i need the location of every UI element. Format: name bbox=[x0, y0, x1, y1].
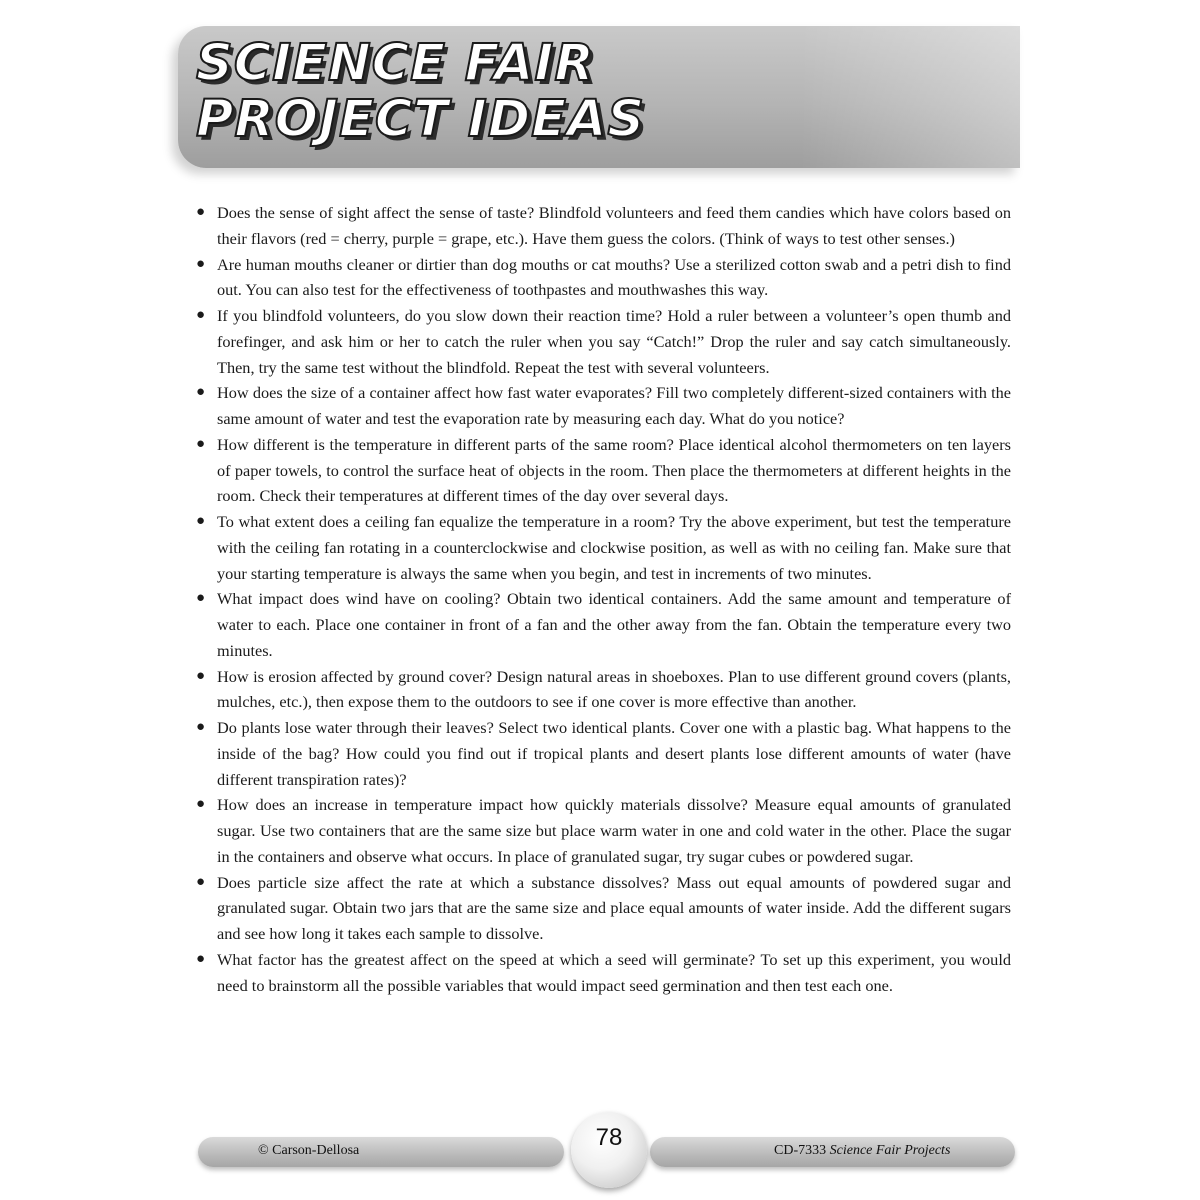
bullet-icon: ● bbox=[196, 435, 206, 452]
bullet-icon: ● bbox=[196, 204, 206, 220]
title-line-1: SCIENCE FAIR bbox=[196, 34, 595, 93]
bullet-icon: ● bbox=[196, 667, 206, 684]
idea-text: Do plants lose water through their leaves? Select two identical plants. Cover one with a plastic bag. What happens to the inside of the bag? How could you find out if tropical plants and desert plants lose different amounts of water (have different transpiration rates)? bbox=[217, 718, 1011, 789]
idea-text: How does an increase in temperature impact how quickly materials dissolve? Measure equal amounts of granulated sugar. Use two containers that are the same size but place warm water in one and cold water in the other. Place the sugar in the containers and observe what occurs. In place of granulated sugar, try sugar cubes or powdered sugar. bbox=[217, 795, 1011, 866]
idea-item bbox=[196, 509, 1011, 586]
idea-text: To what extent does a ceiling fan equalize the temperature in a room? Try the above experiment, but test the temperature with the ceiling fan rotating in a counterclockwise and clockwise position, as well as with no ceiling fan. Make sure that your starting temperature is always the same when you begin, and test in increments of two minutes. bbox=[217, 512, 1011, 583]
book-title: Science Fair Projects bbox=[829, 1143, 951, 1158]
bullet-icon: ● bbox=[196, 950, 206, 967]
idea-text: How different is the temperature in different parts of the same room? Place identical alcohol thermometers on ten layers of paper towels, to control the surface heat of objects in the room. Then place the thermometers at different heights in the room. Check their temperatures at different times of the day over several days. bbox=[217, 434, 1011, 506]
idea-item bbox=[196, 303, 1011, 380]
idea-text: How is erosion affected by ground cover? Design natural areas in shoeboxes. Plan to use different ground covers (plants, mulches, etc.), then expose them to the outdoors to see if one cover is more effective than another. bbox=[217, 666, 1011, 712]
project-ideas-list bbox=[196, 200, 1011, 998]
bullet-icon: ● bbox=[196, 590, 206, 607]
bullet-icon: ● bbox=[196, 796, 206, 813]
copyright-notice: © Carson-Dellosa bbox=[258, 1143, 360, 1158]
book-reference bbox=[774, 1142, 950, 1160]
idea-text: What impact does wind have on cooling? Obtain two identical containers. Add the same amount and temperature of water to each. Place one container in front of a fan and the other away from the fan. Obtain the temperature every two minutes. bbox=[217, 589, 1011, 660]
bullet-icon: ● bbox=[196, 873, 206, 890]
book-code: CD-7333 bbox=[774, 1143, 827, 1158]
idea-item bbox=[196, 380, 1011, 432]
footer-bar-left bbox=[198, 1137, 564, 1167]
idea-item bbox=[196, 432, 1011, 509]
idea-item bbox=[196, 664, 1011, 716]
idea-item bbox=[196, 715, 1011, 792]
page-number: 78 bbox=[595, 1124, 623, 1151]
title-line-2: PROJECT IDEAS bbox=[196, 90, 646, 149]
idea-item bbox=[196, 586, 1011, 663]
idea-item bbox=[196, 200, 1011, 252]
idea-text: Does the sense of sight affect the sense of taste? Blindfold volunteers and feed them candies which have colors based on their flavors (red = cherry, purple = grape, etc.). Have them guess the colors. (Think of ways to test other senses.) bbox=[217, 203, 1011, 248]
idea-text: If you blindfold volunteers, do you slow down their reaction time? Hold a ruler between a volunteer’s open thumb and forefinger, and ask him or her to catch the ruler when you say “Catch!” Drop the ruler and say catch simultaneously. Then, try the same test without the blindfold. Repeat the test with several volunteers. bbox=[217, 306, 1011, 377]
idea-item bbox=[196, 947, 1011, 999]
idea-item bbox=[196, 252, 1011, 304]
bullet-icon: ● bbox=[196, 719, 206, 735]
bullet-icon: ● bbox=[196, 513, 206, 529]
idea-text: What factor has the greatest affect on the speed at which a seed will germinate? To set up this experiment, you would need to brainstorm all the possible variables that would impact seed germination and then test each one. bbox=[217, 949, 1011, 995]
bullet-icon: ● bbox=[196, 384, 206, 401]
idea-item bbox=[196, 792, 1011, 869]
bullet-icon: ● bbox=[196, 255, 206, 272]
bullet-icon: ● bbox=[196, 307, 206, 323]
idea-text: Does particle size affect the rate at which a substance dissolves? Mass out equal amounts of powdered sugar and granulated sugar. Obtain two jars that are the same size and place equal amounts of water inside. Add the different sugars and see how long it takes each sample to dissolve. bbox=[217, 872, 1011, 943]
idea-item bbox=[196, 870, 1011, 947]
idea-text: Are human mouths cleaner or dirtier than dog mouths or cat mouths? Use a sterilized cotton swab and a petri dish to find out. You can also test for the effectiveness of toothpastes and mouthwashes this way. bbox=[217, 254, 1011, 300]
idea-text: How does the size of a container affect how fast water evaporates? Fill two completely different-sized containers with the same amount of water and test the evaporation rate by measuring each day. What do you notice? bbox=[217, 383, 1011, 428]
page-title bbox=[196, 36, 645, 148]
